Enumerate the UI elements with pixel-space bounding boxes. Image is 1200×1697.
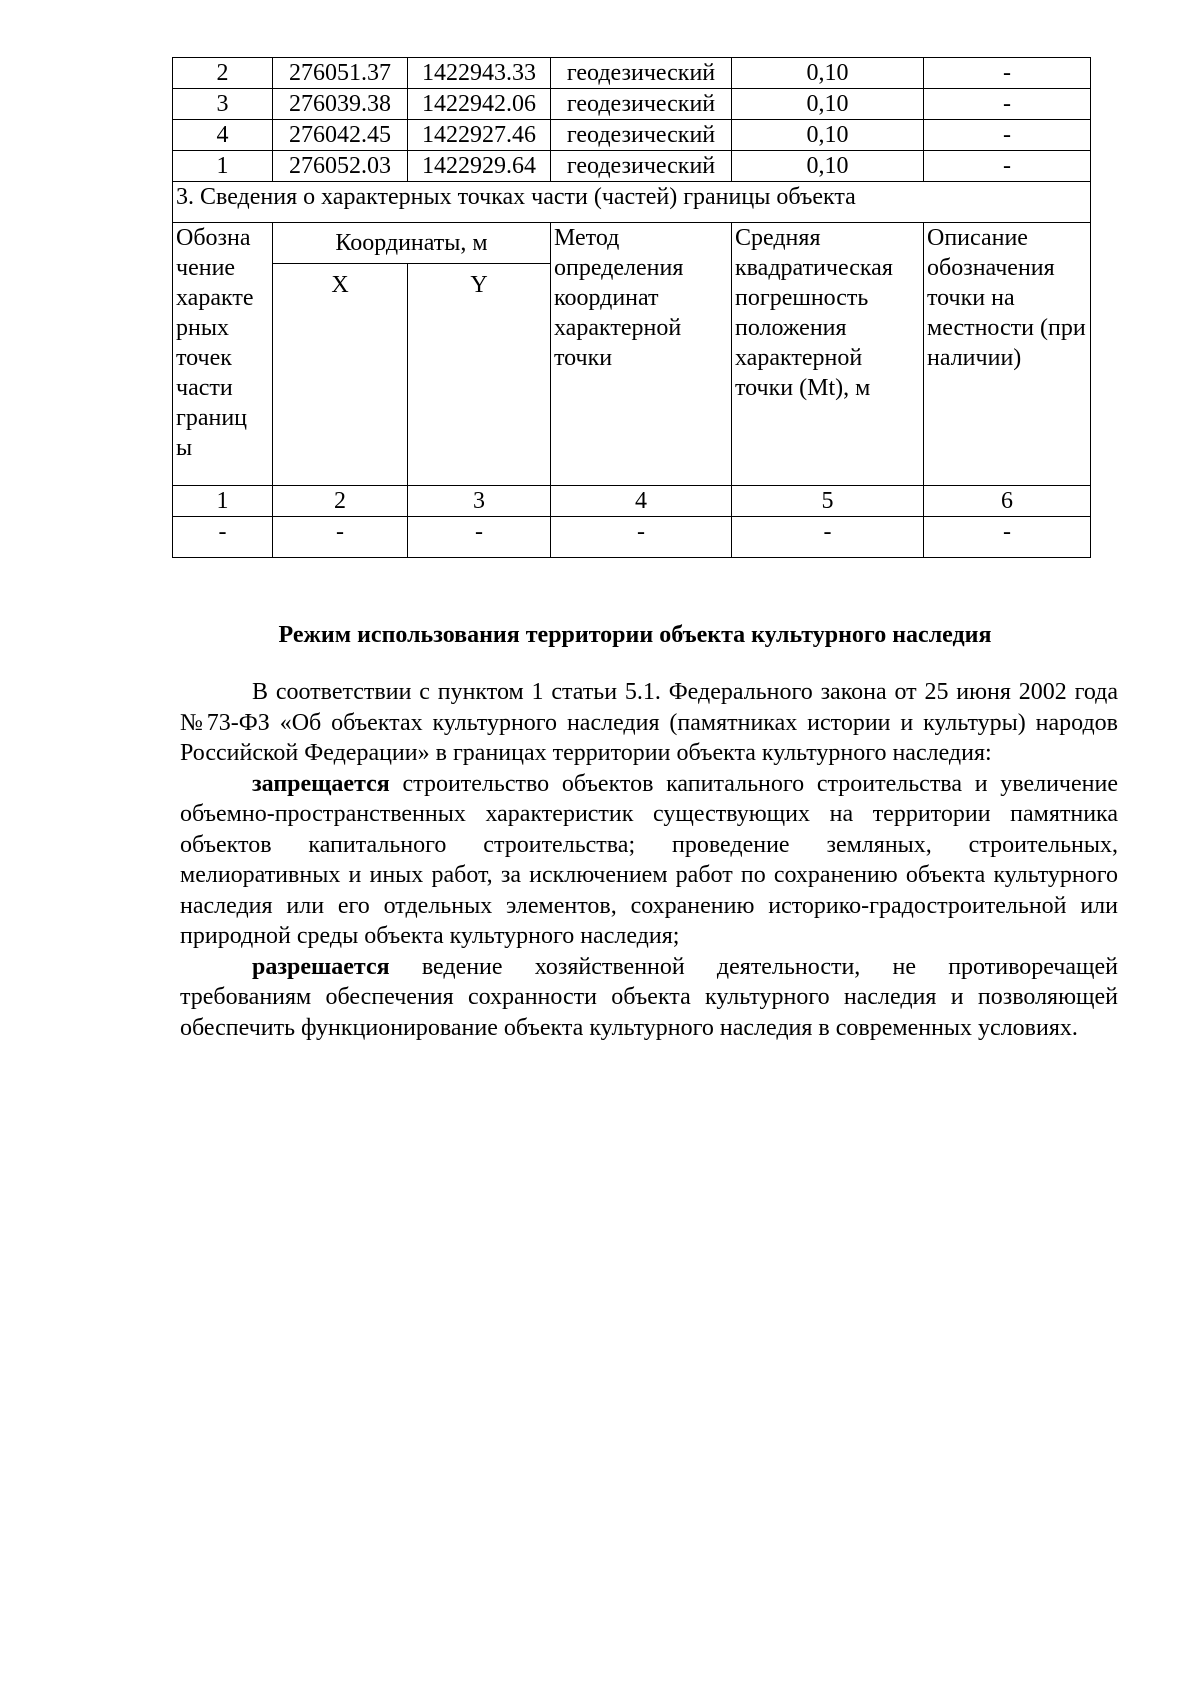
permitted-text: ведение хозяйственной деятельности, не противоречащей требованиям обеспечения сохранности объекта культурного наследия и позволяющей обеспечить функционирование объекта культурного наследия в современных условиях. xyxy=(180,953,1118,1041)
column-number: 4 xyxy=(551,486,732,517)
empty-cell: - xyxy=(924,517,1091,558)
point-number: 4 xyxy=(173,120,273,151)
column-number: 2 xyxy=(273,486,408,517)
point-number: 3 xyxy=(173,89,273,120)
header-desc: Описание обозначения точки на местности (при наличии) xyxy=(924,223,1091,486)
coord-x: 276052.03 xyxy=(273,151,408,182)
desc-cell: - xyxy=(924,120,1091,151)
coord-x: 276039.38 xyxy=(273,89,408,120)
prohibited-text: строительство объектов капитального строительства и увеличение объемно-пространственных характеристик существующих на территории памятника объектов капитального строительства; проведение земляных, строительных, мелиоративных и иных работ, за исключением работ по сохранению объекта культурного наследия или его отдельных элементов, сохранению историко-градостроительной или природной среды объекта культурного наследия; xyxy=(180,770,1118,949)
header-coords: Координаты, м xyxy=(273,223,551,264)
table-row xyxy=(173,89,1091,120)
empty-cell: - xyxy=(408,517,551,558)
header-x: X xyxy=(273,264,408,486)
coord-y: 1422942.06 xyxy=(408,89,551,120)
mt-cell: 0,10 xyxy=(732,89,924,120)
coord-y: 1422927.46 xyxy=(408,120,551,151)
table-row xyxy=(173,151,1091,182)
coord-y: 1422943.33 xyxy=(408,58,551,89)
column-numbers-row xyxy=(173,486,1091,517)
column-number: 5 xyxy=(732,486,924,517)
point-number: 2 xyxy=(173,58,273,89)
coord-y: 1422929.64 xyxy=(408,151,551,182)
empty-cell: - xyxy=(732,517,924,558)
header-method: Метод определения координат характерной точки xyxy=(551,223,732,486)
empty-data-row xyxy=(173,517,1091,558)
paragraph: В соответствии с пунктом 1 статьи 5.1. Федерального закона от 25 июня 2002 года №73-ФЗ «Об объектах культурного наследия (памятниках истории и культуры) народов Российской Федерации» в границах территории объекта культурного наследия: xyxy=(180,679,1118,766)
method-cell: геодезический xyxy=(551,120,732,151)
header-mt: Средняя квадратическая погрешность положения характерной точки (Mt), м xyxy=(732,223,924,486)
header-designation: Обозна чение характе рных точек части границ ы xyxy=(173,223,273,486)
desc-cell: - xyxy=(924,89,1091,120)
point-number: 1 xyxy=(173,151,273,182)
table-row xyxy=(173,58,1091,89)
regime-body xyxy=(180,677,1118,1043)
header-row xyxy=(173,223,1091,264)
method-cell: геодезический xyxy=(551,89,732,120)
mt-cell: 0,10 xyxy=(732,151,924,182)
empty-cell: - xyxy=(273,517,408,558)
coord-x: 276051.37 xyxy=(273,58,408,89)
column-number: 1 xyxy=(173,486,273,517)
paragraph-prohibited xyxy=(180,769,1118,952)
column-number: 6 xyxy=(924,486,1091,517)
coord-x: 276042.45 xyxy=(273,120,408,151)
paragraph-permitted xyxy=(180,952,1118,1044)
column-number: 3 xyxy=(408,486,551,517)
empty-cell: - xyxy=(173,517,273,558)
permitted-term: разрешается xyxy=(252,953,390,980)
section-title-row xyxy=(173,182,1091,223)
mt-cell: 0,10 xyxy=(732,120,924,151)
prohibited-term: запрещается xyxy=(252,770,390,797)
desc-cell: - xyxy=(924,58,1091,89)
method-cell: геодезический xyxy=(551,151,732,182)
section-title: 3. Сведения о характерных точках части (частей) границы объекта xyxy=(173,182,1091,223)
regime-heading: Режим использования территории объекта культурного наследия xyxy=(278,622,992,648)
desc-cell: - xyxy=(924,151,1091,182)
mt-cell: 0,10 xyxy=(732,58,924,89)
coordinates-table xyxy=(172,57,1091,558)
method-cell: геодезический xyxy=(551,58,732,89)
empty-cell: - xyxy=(551,517,732,558)
header-y: Y xyxy=(408,264,551,486)
table-row xyxy=(173,120,1091,151)
